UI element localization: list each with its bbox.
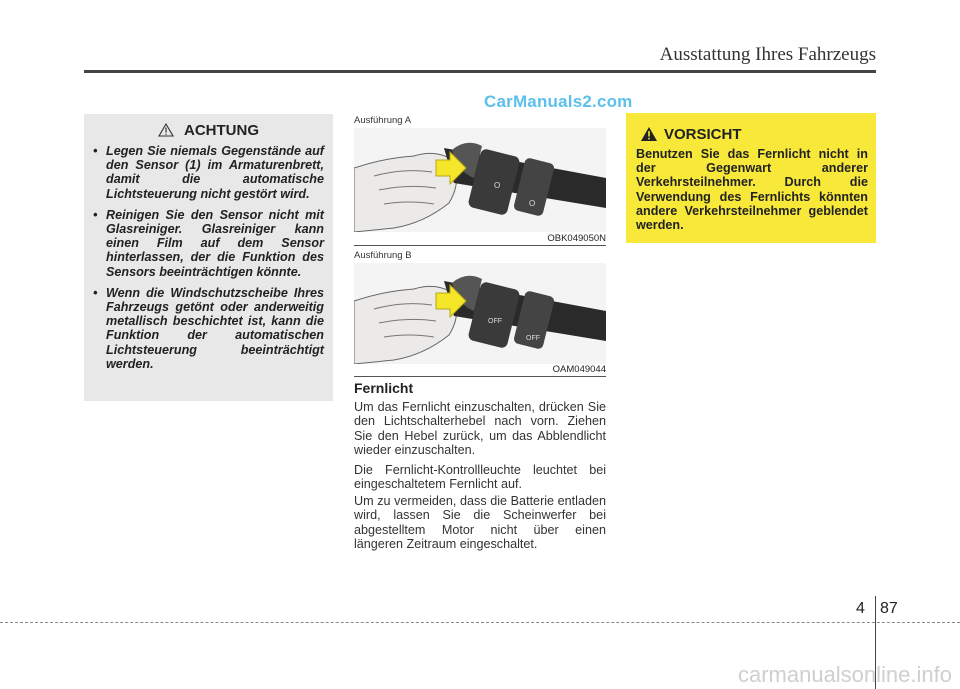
chapter-number: 4 bbox=[856, 600, 865, 617]
caution-item: • Wenn die Windschutzscheibe Ihres Fahrzeugs getönt oder anderweitig metallisch beschichtet ist, kann die Funktion der automatischen Lichtsteuerung beeinträchtigt werden. bbox=[93, 285, 324, 371]
section-title: Fernlicht bbox=[354, 380, 414, 396]
header-title: Ausstattung Ihres Fahrzeugs bbox=[659, 44, 876, 65]
warning-text: Benutzen Sie das Fernlicht nicht in der Gegenwart anderer Verkehrsteilnehmer. Durch die Verwendung des Fernlichts könnten andere Verkehrsteilnehmer geblendet werden. bbox=[636, 147, 868, 233]
warning-heading-text: VORSICHT bbox=[664, 126, 742, 143]
figure-a-label: Ausführung A bbox=[354, 115, 412, 126]
figure-a-illustration bbox=[354, 128, 606, 232]
page-number: 87 bbox=[880, 600, 898, 617]
caution-item: • Reinigen Sie den Sensor nicht mit Glasreiniger. Glasreiniger kann einen Film auf dem Sensor hinterlassen, der die Funktion des Sensors beeinträchtigen könnte. bbox=[93, 207, 324, 279]
figure-b-code: OAM049044 bbox=[552, 364, 606, 375]
warning-triangle-icon bbox=[640, 126, 658, 146]
warning-heading bbox=[640, 126, 742, 146]
figure-b-rule bbox=[354, 376, 606, 377]
section-paragraph: Um das Fernlicht einzuschalten, drücken Sie den Lichtschalterhebel nach vorn. Ziehen Sie den Hebel zurück, um das Abblendlicht wieder einzuschalten. bbox=[354, 400, 606, 457]
header-rule bbox=[84, 70, 876, 73]
figure-a-mark: O bbox=[529, 199, 536, 208]
figure-a-mark: O bbox=[494, 181, 501, 190]
figure-b-mark: OFF bbox=[488, 318, 502, 325]
figure-b-illustration bbox=[354, 263, 606, 364]
footer-rule bbox=[0, 622, 960, 623]
section-paragraph: Die Fernlicht-Kontrollleuchte leuchtet bei eingeschaltetem Fernlicht auf. bbox=[354, 463, 606, 492]
caution-heading bbox=[84, 122, 333, 141]
watermark-top[interactable]: CarManuals2.com bbox=[484, 92, 633, 111]
figure-a-rule bbox=[354, 245, 606, 246]
warning-box bbox=[626, 113, 876, 243]
caution-item-text: Reinigen Sie den Sensor nicht mit Glasreiniger. Glasreiniger kann einen Film auf dem Sensor hinterlassen, der die Funktion des Sensors beeinträchtigen könnte. bbox=[106, 207, 324, 279]
caution-heading-text: ACHTUNG bbox=[184, 122, 259, 139]
caution-triangle-icon bbox=[158, 123, 174, 141]
watermark-bottom[interactable]: carmanualsonline.info bbox=[737, 662, 952, 687]
caution-list bbox=[93, 144, 324, 378]
figure-b-mark: OFF bbox=[526, 335, 540, 342]
caution-box bbox=[84, 114, 333, 401]
caution-item: • Legen Sie niemals Gegenstände auf den Sensor (1) im Armaturenbrett, damit die automatische Lichtsteuerung nicht gestört wird. bbox=[93, 144, 324, 201]
caution-item-text: Legen Sie niemals Gegenstände auf den Sensor (1) im Armaturenbrett, damit die automatische Lichtsteuerung nicht gestört wird. bbox=[106, 144, 324, 201]
section-paragraph: Um zu vermeiden, dass die Batterie entladen wird, lassen Sie die Scheinwerfer bei abgestelltem Motor nicht über einen längeren Zeitraum eingeschaltet. bbox=[354, 494, 606, 551]
figure-a-code: OBK049050N bbox=[547, 233, 606, 244]
caution-item-text: Wenn die Windschutzscheibe Ihres Fahrzeugs getönt oder anderweitig metallisch beschichtet ist, kann die Funktion der automatischen Lichtsteuerung beeinträchtigt werden. bbox=[106, 285, 324, 371]
figure-b-label: Ausführung B bbox=[354, 250, 412, 261]
